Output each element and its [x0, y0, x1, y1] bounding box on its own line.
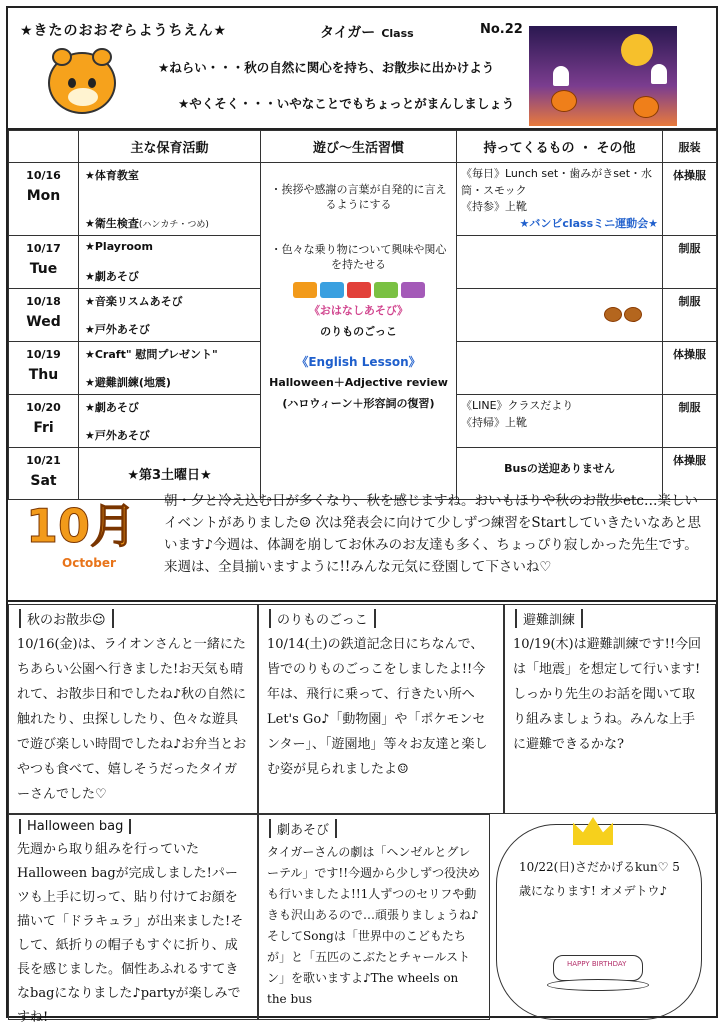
newsletter-page — [6, 6, 718, 1025]
pumpkin-icon — [633, 96, 659, 118]
monthly-note — [8, 482, 716, 602]
drama-play-box: 劇あそび タイガーさんの劇は「ヘンゼルとグレーテル」です!!今週から少しずつ役決めも行いましたよ!!1人ずつのセリフや動きも沢山あるので…頑張りましょうね♪そしてSongは「世界中のこどもたちが」と「五匹のこぶたとチャールストン」を歌いますよ♪The wheels on the bus — [258, 814, 490, 1020]
birthday-cake-icon: HAPPY BIRTHDAY — [553, 945, 643, 993]
header-play: 遊び～生活習慣 — [261, 131, 457, 163]
header-items: 持ってくるもの ・ その他 — [457, 131, 663, 163]
table-row: 10/19 Thu ★Craft" 慰問プレゼント" ★避難訓練(地震) 体操服 — [9, 342, 717, 395]
english-line2: (ハロウィーン＋形容詞の復習) — [282, 397, 435, 411]
issue-number: No.22 — [480, 22, 523, 37]
walk-box: 秋のお散歩☺ 10/16(金)は、ライオンさんと一緒にたちあらい公園へ行きました!お天気も晴れて、お散歩日和でしたね♪秋の自然に触れたり、虫探ししたり、色々な遊具で遊び楽しい時間でしたね♪お弁当とおやつも食べて、嬉しそうだったタイガーさんでした♡ — [8, 604, 258, 814]
ghost-icon — [651, 64, 667, 84]
promise-text: ★やくそく・・・いやなことでもちょっとがまんしましょう — [178, 96, 515, 111]
english-line1: Halloween＋Adjective review — [269, 376, 448, 390]
birthday-card: 10/22(日)さだかげるkun♡ 5歳になります! オメデトウ♪ HAPPY BIRTHDAY — [496, 824, 702, 1020]
weekly-schedule-table — [8, 130, 717, 500]
october-title: 10月 October — [26, 499, 137, 570]
play-habits-cell — [261, 163, 457, 500]
header-dress: 服装 — [663, 131, 717, 163]
ghost-icon — [553, 66, 569, 86]
halloween-bag-box: Halloween bag 先週から取り組みを行っていたHalloween bagが完成しました!パーツも上手に切って、貼り付けてお顔を描いて「ドラキュラ」が出来ました!そして、紙折りの帽子もすぐに折り、成長を感じました。個性あふれるすてきなbagになりました♪partyが楽しみですね! — [8, 814, 258, 1020]
train-icon — [267, 282, 450, 298]
table-row: 10/20 Fri ★劇あそび ★戸外あそび 《LINE》クラスだより 《持帰》上靴 制服 — [9, 395, 717, 448]
header-activities: 主な保育活動 — [79, 131, 261, 163]
table-row: 10/17 Tue ★Playroom ★劇あそび 制服 — [9, 236, 717, 289]
story-name: のりものごっこ — [320, 325, 397, 339]
chestnut-icon — [624, 307, 642, 322]
habit-2: ・色々な乗り物について興味や関心を持たせる — [270, 242, 447, 271]
table-row: 10/18 Wed ★音楽リスムあそび ★戸外あそび 制服 — [9, 289, 717, 342]
table-row: 10/16 Mon ★体育教室 ★衛生検査(ハンカチ・つめ) ・挨拶や感謝の言葉が自発的に言えるようにする ・色々な乗り物について興味や関心を持たせる 《おはなしあそび》 のりものごっこ 《English Lesson》 Halloween＋Adjective review (ハロウィーン＋形容詞の復習) 《毎日》Lunch set・歯みがきset・水筒・スモック 《持参》上靴 ★バンビclassミニ運動会★ 体操服 — [9, 163, 717, 236]
vehicle-play-box: のりものごっこ 10/14(土)の鉄道記念日にちなんで、皆でのりものごっこをしましたよ!!今年は、飛行に乗って、行きたい所へLet's Go♪「動物園」や「ポケモンセンター」、「遊園地」等々お友達と楽しむ姿が見られましたよ☺ — [258, 604, 504, 814]
habit-1: ・挨拶や感謝の言葉が自発的に言えるようにする — [270, 183, 447, 211]
pumpkin-icon — [551, 90, 577, 112]
school-name: ★きたのおおぞらようちえん★ — [20, 23, 228, 39]
header — [8, 8, 716, 130]
story-title: 《おはなしあそび》 — [308, 304, 409, 318]
moon-icon — [621, 34, 653, 66]
crown-icon — [573, 817, 613, 845]
class-name: タイガー Class — [320, 25, 414, 41]
aim-text: ★ねらい・・・秋の自然に関心を持ち、お散歩に出かけよう — [158, 60, 495, 75]
halloween-illustration — [529, 26, 677, 126]
english-title: 《English Lesson》 — [296, 355, 421, 370]
table-row: 10/21 Sat ★第3土曜日★ Busの送迎ありません 体操服 — [9, 448, 717, 500]
tiger-face-icon — [48, 52, 116, 114]
chestnut-icon — [604, 307, 622, 322]
note-text: 朝・夕と冷え込む日が多くなり、秋を感じますね。おいもほりや秋のお散歩etc…楽しいイベントがありました☺ 次は発表会に向けて少しずつ練習をStartしていきたいなあと思います♪今週は、体調を崩してお休みのお友達も多く、ちょっぴり寂しかった先生です。来週は、全員揃いますように!!みんな元気に登園して下さいね♡ — [164, 493, 701, 575]
evacuation-drill-box: 避難訓練 10/19(木)は避難訓練です!!今回は「地震」を想定して行います!しっかり先生のお話を聞いて取り組みましょうね。みんな上手に避難できるかな? — [504, 604, 716, 814]
